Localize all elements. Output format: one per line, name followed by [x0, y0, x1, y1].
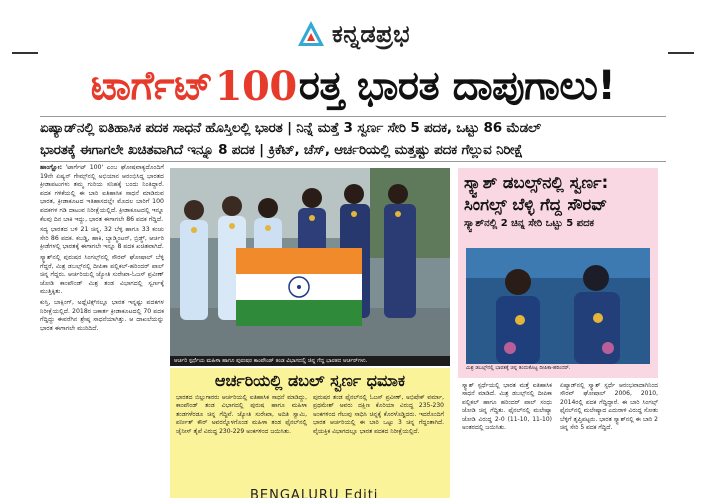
article-paragraph: ಏಷ್ಯಾಡ್‌ನಲ್ಲಿ ಸ್ಕ್ವಾಶ್ ಸ್ಪರ್ಧೆ ಆರಂಭವಾದಾಗಿನಿಂದ ಸೌರವ್ ಘೋಷಾಲ್ 2006, 2010, 2014ರಲ್ಲಿ ಪದಕ ಗೆದ್ದಿದ್ದಾರೆ. ಈ ಬಾರಿ ಸಿಂಗಲ್ಸ್ ಫೈನಲ್‌ನಲ್ಲಿ ಮಲೇಷ್ಯಾದ ಎದುರಾಳಿ ವಿರುದ್ಧ ಸೋತು ಬೆಳ್ಳಿಗೆ ತೃಪ್ತಿಪಟ್ಟರು. ಭಾರತ ಸ್ಕ್ವಾಶ್‌ನಲ್ಲಿ ಈ ಬಾರಿ 2 ಚಿನ್ನ ಸೇರಿ 5 ಪದಕ ಗೆದ್ದಿದೆ. [560, 382, 658, 432]
masthead [0, 14, 706, 54]
archery-column-2: ಪುರುಷರ ತಂಡ ಫೈನಲ್‌ನಲ್ಲಿ ಓಜಸ್ ಪ್ರವೀಣ್, ಅಭಿಷೇಕ್ ವರ್ಮಾ, ಪ್ರಥಮೇಶ್ ಅವರು ದಕ್ಷಿಣ ಕೊರಿಯಾ ವಿರುದ್ಧ 235-230 ಅಂಕಗಳಿಂದ ಗೆಲುವು ಸಾಧಿಸಿ ಚಿನ್ನಕ್ಕೆ ಕೊರಳೊಡ್ಡಿದರು. ಇದರೊಂದಿಗೆ ಭಾರತ ಆರ್ಚರಿಯಲ್ಲಿ ಈ ಬಾರಿ ಒಟ್ಟು 3 ಚಿನ್ನ ಗೆದ್ದಂತಾಗಿದೆ. ವೈಯಕ್ತಿಕ ವಿಭಾಗದಲ್ಲೂ ಭಾರತ ಪದಕದ ನಿರೀಕ್ಷೆಯಲ್ಲಿದೆ. [313, 394, 444, 435]
squash-medalists-photo [466, 248, 650, 364]
archery-column-1: ಭಾರತದ ಬಿಲ್ಲುಗಾರರು ಆರ್ಚರಿಯಲ್ಲಿ ಐತಿಹಾಸಿಕ ಸಾಧನೆ ಮಾಡಿದ್ದು, ಕಾಂಪೌಂಡ್ ತಂಡ ವಿಭಾಗದಲ್ಲಿ ಪುರುಷ ಹಾಗೂ ಮಹಿಳಾ ತಂಡಗಳೆರಡೂ ಚಿನ್ನ ಗೆದ್ದಿವೆ. ಜ್ಯೋತಿ ಸುರೇಖಾ, ಅದಿತಿ ಸ್ವಾಮಿ, ಪರ್ನೀತ್ ಕೌರ್ ಅವರನ್ನೊಳಗೊಂಡ ಮಹಿಳಾ ತಂಡ ಫೈನಲ್‌ನಲ್ಲಿ ಚೈನೀಸ್ ತೈಪೆ ವಿರುದ್ಧ 230-229 ಅಂಕಗಳಿಂದ ಜಯಿಸಿತು. [176, 394, 307, 435]
article-paragraph: ಸ್ಕ್ವಾಶ್ ಸ್ಪರ್ಧೆಯಲ್ಲಿ ಭಾರತ ಮತ್ತೆ ಐತಿಹಾಸಿಕ ಸಾಧನೆ ಮಾಡಿದೆ. ಮಿಶ್ರ ಡಬಲ್ಸ್‌ನಲ್ಲಿ ದೀಪಿಕಾ ಪಲ್ಲಿಕಲ್ ಹಾಗೂ ಹರಿಂದರ್ ಪಾಲ್ ಸಂಧು ಜೋಡಿ ಚಿನ್ನ ಗೆದ್ದಿತು. ಫೈನಲ್‌ನಲ್ಲಿ ಮಲೇಷ್ಯಾ ಜೋಡಿ ವಿರುದ್ಧ 2-0 (11-10, 11-10) ಅಂತರದಲ್ಲಿ ಜಯಿಸಿತು. [462, 382, 552, 432]
edition-label: BENGALURU Editi [250, 488, 379, 498]
squash-photo-caption: ಮಿಶ್ರ ಡಬಲ್ಸ್‌ನಲ್ಲಿ ಭಾರತಕ್ಕೆ ಚಿನ್ನ ತಂದುಕೊಟ್ಟ ದೀಪಿಕಾ-ಹರಿಂದರ್. [466, 365, 571, 371]
headline-target-word: ಟಾರ್ಗೆಟ್ [90, 63, 213, 109]
headline-rest: ರತ್ತ ಭಾರತ ದಾಪುಗಾಲು! [298, 63, 616, 109]
main-headline [40, 58, 666, 114]
kannada-prabha-logo-icon [296, 19, 326, 49]
lead-paragraph [40, 164, 164, 224]
article-paragraph: ಸ್ಕ್ವಾಶ್‌ನಲ್ಲಿ ಪುರುಷರ ಸಿಂಗಲ್ಸ್‌ನಲ್ಲಿ ಸೌರವ್ ಘೋಷಾಲ್ ಬೆಳ್ಳಿ ಗೆದ್ದರೆ, ಮಿಶ್ರ ಡಬಲ್ಸ್‌ನಲ್ಲಿ ದೀಪಿಕಾ ಪಲ್ಲಿಕಲ್-ಹರಿಂದರ್ ಪಾಲ್ ಚಿನ್ನ ಗೆದ್ದರು. ಆರ್ಚರಿಯಲ್ಲಿ ಜ್ಯೋತಿ ಸುರೇಖಾ-ಓಜಸ್ ಪ್ರವೀಣ್ ಜೋಡಿ ಕಾಂಪೌಂಡ್ ಮಿಶ್ರ ತಂಡ ವಿಭಾಗದಲ್ಲಿ ಸ್ವರ್ಣಕ್ಕೆ ಮುತ್ತಿಕ್ಕಿತು. [40, 253, 164, 296]
lead-article-column [40, 164, 164, 498]
archery-story-box [170, 368, 450, 498]
squash-article-column-1 [462, 382, 552, 498]
archery-photo-caption: ಆರ್ಚರಿ ಸ್ಪರ್ಧೆಯ ಮಹಿಳಾ ಹಾಗೂ ಪುರುಷರ ಕಾಂಪೌಂಡ್ ತಂಡ ವಿಭಾಗದಲ್ಲಿ ಚಿನ್ನ ಗೆದ್ದ ಭಾರತದ ಆರ್ಚರ್‌ಗಳು. [170, 356, 450, 366]
subheadline-line-1: ಏಷ್ಯಾಡ್‌ನಲ್ಲಿ ಐತಿಹಾಸಿಕ ಪದಕ ಸಾಧನೆ ಹೊಸ್ತಿಲಲ್ಲಿ ಭಾರತ | ನಿನ್ನೆ ಮತ್ತೆ 3 ಸ್ವರ್ಣ ಸೇರಿ 5 ಪದಕ, ಒಟ್ಟು 86 ಮೆಡಲ್ [40, 120, 541, 136]
masthead-title: ಕನ್ನಡಪ್ರಭ [331, 20, 410, 48]
subheadline-block [40, 116, 666, 162]
headline-target-number: 100 [214, 62, 297, 110]
squash-headline-line-2: ಸಿಂಗಲ್ಸ್ ಬೆಳ್ಳಿ ಗೆದ್ದ ಸೌರವ್ [464, 195, 608, 214]
squash-article-column-2 [560, 382, 658, 498]
archery-story-columns [170, 394, 450, 436]
squash-story-panel [458, 168, 658, 378]
dateline: ಹಾಂಗ್ಝೋ: [40, 164, 63, 171]
indian-flag-icon [236, 248, 362, 326]
subheadline-line-2: ಭಾರತಕ್ಕೆ ಈಗಾಗಲೇ ಖಚಿತವಾಗಿದೆ ಇನ್ನೂ 8 ಪದಕ | ಕ್ರಿಕೆಟ್, ಚೆಸ್, ಆರ್ಚರಿಯಲ್ಲಿ ಮತ್ತಷ್ಟು ಪದಕ ಗೆಲ್ಲುವ ನಿರೀಕ್ಷೆ [40, 142, 523, 158]
article-paragraph: ಸದ್ಯ ಭಾರತದ ಬಳಿ 21 ಚಿನ್ನ, 32 ಬೆಳ್ಳಿ ಹಾಗೂ 33 ಕಂಚು ಸೇರಿ 86 ಪದಕ. ಕಬಡ್ಡಿ, ಹಾಕಿ, ಬ್ಯಾಡ್ಮಿಂಟನ್, ಬ್ರಿಡ್ಜ್, ಆರ್ಚರಿ ಕ್ರೀಡೆಗಳಲ್ಲಿ ಭಾರತಕ್ಕೆ ಈಗಾಗಲೇ ಇನ್ನೂ 8 ಪದಕ ಖಚಿತವಾಗಿದೆ. [40, 226, 164, 251]
squash-headline-line-1: ಸ್ಕ್ವಾಶ್ ಡಬಲ್ಸ್‌ನಲ್ಲಿ ಸ್ವರ್ಣ: [464, 173, 609, 192]
archery-team-photo [170, 168, 450, 356]
lead-paragraph-text: 'ಟಾರ್ಗೆಟ್ 100' ಎಂಬ ಘೋಷವಾಕ್ಯದೊಂದಿಗೆ 19ನೇ ಏಷ್ಯನ್ ಗೇಮ್ಸ್‌ನಲ್ಲಿ ಅಭಿಯಾನ ಆರಂಭಿಸಿದ್ದ ಭಾರತದ ಕ್ರೀಡಾಪಟುಗಳು ತಮ್ಮ ಗುರಿಯ ಸನಿಹಕ್ಕೆ ಬಂದು ನಿಂತಿದ್ದಾರೆ. ಪದಕ ಗಳಿಕೆಯಲ್ಲಿ ಈ ಬಾರಿ ಐತಿಹಾಸಿಕ ಸಾಧನೆ ಮಾಡಿರುವ ಭಾರತ, ಕ್ರೀಡಾಕೂಟದ ಇತಿಹಾಸದಲ್ಲೇ ಮೊದಲ ಬಾರಿಗೆ 100 ಪದಕಗಳ ಗಡಿ ದಾಟುವ ನಿರೀಕ್ಷೆಯಲ್ಲಿದೆ. ಕ್ರೀಡಾಕೂಟದಲ್ಲಿ ಇನ್ನೂ ಕೆಲವು ದಿನ ಬಾಕಿ ಇದ್ದು, ಭಾರತ ಈಗಾಗಲೇ 86 ಪದಕ ಗೆದ್ದಿದೆ. [40, 164, 164, 223]
squash-subheadline: ಸ್ಕ್ವಾಶ್‌ನಲ್ಲಿ 2 ಚಿನ್ನ ಸೇರಿ ಒಟ್ಟು 5 ಪದಕ [464, 218, 595, 229]
archery-headline: ಆರ್ಚರಿಯಲ್ಲಿ ಡಬಲ್ ಸ್ವರ್ಣ ಧಮಾಕ [214, 371, 406, 390]
article-paragraph: ಕುಸ್ತಿ, ಬಾಕ್ಸಿಂಗ್, ಅಥ್ಲೆಟಿಕ್ಸ್‌ನಲ್ಲೂ ಭಾರತ ಇನ್ನಷ್ಟು ಪದಕಗಳ ನಿರೀಕ್ಷೆಯಲ್ಲಿದೆ. 2018ರ ಜಕಾರ್ತ ಕ್ರೀಡಾಕೂಟದಲ್ಲಿ 70 ಪದಕ ಗೆದ್ದಿದ್ದು ಈವರೆಗಿನ ಶ್ರೇಷ್ಠ ಸಾಧನೆಯಾಗಿತ್ತು. ಆ ದಾಖಲೆಯನ್ನು ಭಾರತ ಈಗಾಗಲೇ ಮುರಿದಿದೆ. [40, 298, 164, 332]
